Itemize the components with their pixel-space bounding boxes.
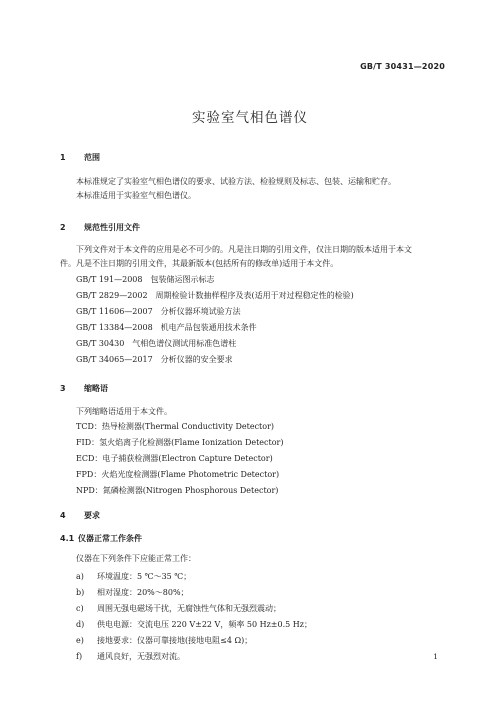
list-text: 供电电源：交流电压 220 V±22 V，频率 50 Hz±0.5 Hz；	[97, 620, 312, 629]
section-4-heading	[60, 510, 100, 521]
list-item	[76, 635, 252, 646]
list-item	[76, 587, 189, 598]
reference-item: GB/T 34065—2017 分析仪器的安全要求	[76, 355, 233, 364]
list-marker: a)	[76, 572, 84, 581]
section-4-1-heading	[60, 533, 142, 544]
section-title: 范围	[84, 153, 100, 162]
list-text: 环境温度：5 ℃～35 ℃；	[97, 572, 192, 581]
section-title: 仪器正常工作条件	[78, 534, 142, 543]
paragraph: 仪器在下列条件下应能正常工作：	[76, 554, 196, 563]
paragraph: 下列缩略语适用于本文件。	[76, 407, 172, 416]
paragraph-continued: 件。凡是不注日期的引用文件，其最新版本(包括所有的修改单)适用于本文件。	[60, 259, 339, 268]
list-item	[76, 571, 191, 582]
list-marker: c)	[76, 604, 84, 613]
list-marker: d)	[76, 620, 85, 629]
document-title: 实验室气相色谱仪	[192, 110, 308, 126]
paragraph: 本标准规定了实验室气相色谱仪的要求、试验方法、检验规则及标志、包装、运输和贮存。	[76, 177, 396, 186]
reference-item: GB/T 2829—2002 周期检验计数抽样程序及表(适用于对过程稳定性的检验)	[76, 291, 354, 300]
section-3-heading	[60, 383, 108, 394]
abbreviation-item: FPD：火焰光度检测器(Flame Photometric Detector)	[76, 470, 280, 479]
abbreviation-item: ECD：电子捕获检测器(Electron Capture Detector)	[76, 454, 273, 463]
list-item	[76, 603, 281, 614]
section-1-heading	[60, 152, 100, 163]
paragraph: 本标准适用于实验室气相色谱仪。	[76, 191, 196, 200]
list-text: 通风良好，无强烈对流。	[97, 652, 185, 661]
section-title: 规范性引用文件	[84, 223, 140, 232]
list-marker: f)	[76, 652, 83, 661]
reference-item: GB/T 11606—2007 分析仪器环境试验方法	[76, 307, 241, 316]
section-title: 要求	[84, 511, 100, 520]
section-number: 1	[60, 153, 66, 162]
list-item	[76, 619, 312, 630]
section-number: 3	[60, 384, 66, 393]
list-text: 周围无强电磁场干扰，无腐蚀性气体和无强烈震动；	[97, 604, 281, 613]
paragraph: 下列文件对于本文件的应用是必不可少的。凡是注日期的引用文件，仅注日期的版本适用于本文	[76, 245, 412, 254]
list-text: 相对湿度：20%～80%；	[97, 588, 189, 597]
reference-item: GB/T 13384—2008 机电产品包装通用技术条件	[76, 323, 257, 332]
section-number: 2	[60, 223, 66, 232]
reference-item: GB/T 191—2008 包装储运图示标志	[76, 275, 215, 284]
list-text: 接地要求：仪器可靠接地(接地电阻≤4 Ω)；	[97, 636, 253, 645]
standard-number: GB/T 30431—2020	[360, 62, 445, 71]
page-number: 1	[433, 652, 438, 661]
section-number: 4.1	[60, 534, 75, 543]
section-2-heading	[60, 222, 140, 233]
abbreviation-item: NPD：氮磷检测器(Nitrogen Phosphorous Detector)	[76, 486, 279, 495]
list-item	[76, 651, 185, 662]
section-number: 4	[60, 511, 66, 520]
list-marker: b)	[76, 588, 85, 597]
reference-item: GB/T 30430 气相色谱仪测试用标准色谱柱	[76, 339, 237, 348]
section-title: 缩略语	[84, 384, 108, 393]
abbreviation-item: TCD：热导检测器(Thermal Conductivity Detector)	[76, 422, 275, 431]
list-marker: e)	[76, 636, 84, 645]
abbreviation-item: FID：氢火焰离子化检测器(Flame Ionization Detector)	[76, 438, 284, 447]
